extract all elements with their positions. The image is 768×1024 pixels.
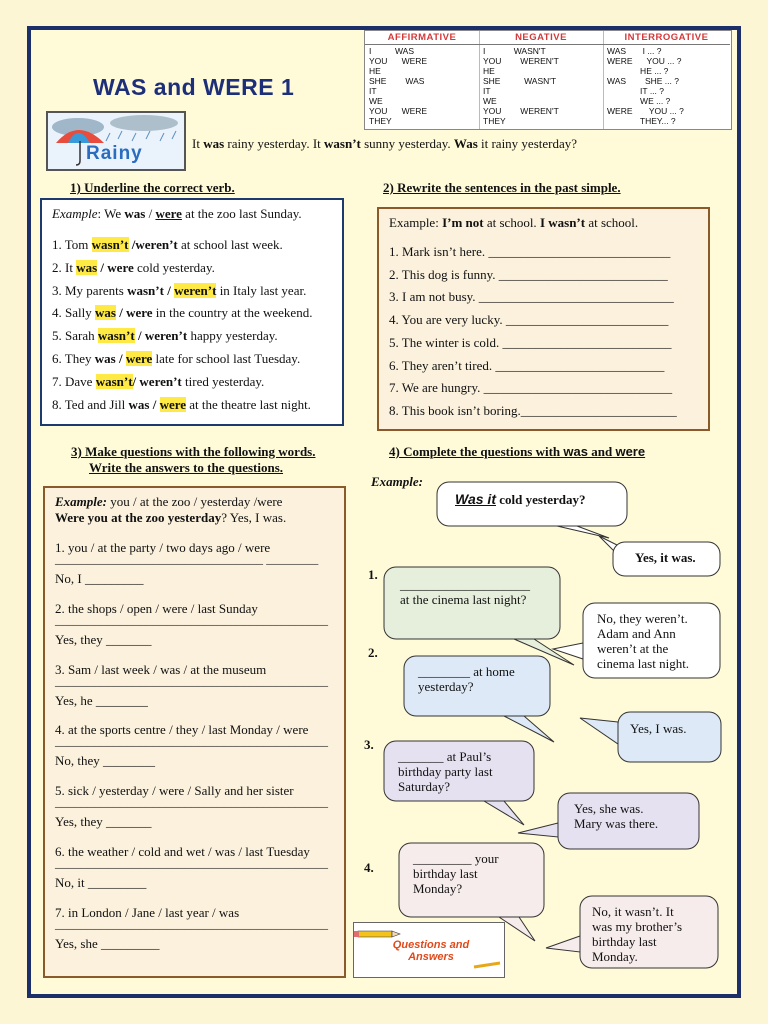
answer-line[interactable]: __________________________________________	[55, 672, 328, 688]
rewrite-item[interactable]: 1. Mark isn’t here. ____________________________	[389, 244, 671, 259]
table-row-text: THEY	[483, 116, 506, 126]
bubble-text	[630, 721, 715, 736]
negative-header: NEGATIVE	[479, 31, 603, 45]
exercise-item	[52, 397, 311, 413]
rewrite-item[interactable]: 5. The winter is cold. __________________________	[389, 334, 672, 350]
short-answer[interactable]: No, I _________	[55, 571, 144, 586]
short-answer[interactable]: Yes, they _______	[55, 631, 152, 647]
verb-option[interactable]: weren’t	[139, 373, 182, 389]
bubble-text[interactable]	[413, 851, 538, 896]
table-row-text: YOU WERE	[369, 56, 428, 66]
short-answer[interactable]: No, they ________	[55, 753, 156, 769]
item-text: in Italy last year.	[216, 282, 307, 298]
verb-option[interactable]: weren’t	[144, 328, 188, 344]
separator: /	[97, 259, 108, 275]
bubble-line: _________ your	[413, 851, 499, 866]
table-row-text: WE	[369, 96, 383, 106]
question-words: 6. the weather / cold and wet / was / last Tuesday	[55, 844, 310, 859]
question-number: 2.	[368, 645, 378, 660]
item-text: at school last week.	[177, 237, 283, 252]
exercise-item	[52, 351, 300, 367]
table-row-text: WERE YOU ... ?	[607, 106, 684, 116]
answer-line[interactable]: __________________________________________	[55, 855, 328, 870]
separator: /	[163, 282, 175, 298]
bubble-line: Mary was there.	[574, 816, 659, 831]
intro-sentence	[192, 136, 577, 152]
item-text: 8. Ted and Jill	[52, 396, 129, 412]
verb-option[interactable]: weren’t	[135, 237, 178, 252]
item-text: at the theatre last night.	[186, 396, 311, 412]
bubble-line: Saturday?	[398, 779, 450, 794]
table-row-text: YOU WEREN'T	[483, 56, 559, 66]
intro-bold: was	[203, 136, 225, 151]
item-text: 6. They	[52, 351, 95, 366]
header-was: was	[563, 444, 588, 459]
table-row-text: HE ... ?	[607, 66, 669, 76]
bubble-line: _______ at Paul’s	[398, 749, 492, 764]
bubble-text	[592, 904, 712, 964]
question-bubble-2	[404, 656, 550, 716]
bubble-text	[635, 550, 714, 565]
qa-line: Answers	[408, 951, 454, 963]
item-text: in the country at the weekend.	[152, 305, 313, 321]
table-row-text: WAS I ... ?	[607, 46, 662, 56]
item-text: 4. Sally	[52, 305, 95, 321]
questions-answers-badge	[353, 922, 505, 978]
example-answer-bubble	[613, 542, 720, 576]
bubble-text[interactable]	[400, 577, 554, 607]
section2-header: 2) Rewrite the sentences in the past simple.	[383, 180, 621, 195]
bubble-line: No, they weren’t.	[597, 611, 688, 626]
bubble-line: weren’t at the	[597, 641, 669, 656]
answer-bubble-2	[618, 712, 721, 762]
table-row-text: SHE WASN'T	[483, 76, 557, 86]
table-row-text: HE	[369, 66, 381, 76]
short-answer[interactable]: Yes, they _______	[55, 814, 152, 830]
bubble-line: Monday.	[592, 949, 638, 964]
question-bubble-3	[384, 741, 534, 801]
example-text: : We	[97, 206, 125, 221]
table-row-text: WE ... ?	[607, 96, 671, 106]
verb-option[interactable]: wasn’t	[127, 282, 164, 298]
header-were: were	[615, 444, 646, 459]
item-text: 7. Dave	[52, 373, 96, 389]
example-question-rest: cold yesterday?	[495, 492, 586, 507]
item-text: tired yesterday.	[181, 373, 265, 389]
exercise-item	[52, 237, 283, 253]
separator: /	[115, 351, 126, 366]
table-row-text: THEY... ?	[607, 116, 676, 126]
example-question-bold: Was it	[455, 491, 496, 507]
exercise-item	[52, 283, 306, 299]
item-text: 2. It	[52, 259, 77, 275]
bubble-line: Monday?	[413, 881, 463, 896]
bubble-line: yesterday?	[418, 679, 474, 694]
example-label: Example	[52, 206, 98, 221]
bubble-text	[574, 801, 693, 831]
section3-example-answer	[55, 510, 286, 526]
answer-bubble-3	[558, 793, 699, 849]
exercise-item	[52, 260, 215, 276]
question-words: 1. you / at the party / two days ago / were	[55, 540, 271, 555]
example-question: Were you at the zoo yesterday	[55, 510, 222, 525]
example-answer: ? Yes, I was.	[221, 510, 287, 525]
verb-option[interactable]: was	[128, 396, 150, 412]
table-row-text: IT	[369, 86, 377, 96]
rewrite-item[interactable]: 7. We are hungry. _____________________________	[389, 380, 673, 396]
rainy-image	[46, 111, 186, 171]
example-label: Example:	[55, 494, 107, 509]
affirmative-header: AFFIRMATIVE	[365, 31, 479, 45]
rewrite-item[interactable]: 4. You are very lucky. _________________________	[389, 312, 669, 328]
bubble-line: Yes, I was.	[630, 721, 687, 736]
section3-example	[55, 494, 282, 510]
separator: /	[149, 396, 160, 412]
bubble-text	[455, 492, 621, 507]
grammar-table	[364, 30, 732, 130]
question-words: 3. Sam / last week / was / at the museum	[55, 661, 267, 677]
verb-option[interactable]: weren’t	[174, 282, 217, 298]
answer-line[interactable]: __________________________________________	[55, 915, 328, 931]
example-bold: I’m not	[442, 215, 484, 230]
intro-text: it rainy yesterday?	[477, 136, 578, 151]
item-text: happy yesterday.	[187, 328, 278, 344]
verb-option[interactable]: was	[76, 259, 98, 275]
rainy-label: Rainy	[86, 143, 143, 164]
question-words: 5. sick / yesterday / were / Sally and her sister	[55, 783, 294, 799]
bubble-line: birthday party last	[398, 764, 493, 779]
separator: /	[115, 305, 127, 321]
separator: /	[128, 237, 136, 252]
exercise-item	[52, 374, 264, 390]
answer-line[interactable]: __________________________________________	[55, 733, 328, 749]
rewrite-item[interactable]: 8. This book isn’t boring.________________________	[389, 402, 677, 418]
answer-line[interactable]: __________________________________________	[55, 611, 328, 627]
example-bold: I wasn’t	[539, 215, 586, 230]
question-words: 4. at the sports centre / they / last Monday / were	[55, 722, 309, 738]
example-text: at school.	[483, 215, 540, 230]
rewrite-item[interactable]: 3. I am not busy. ______________________________	[389, 289, 674, 305]
verb-option: was	[124, 206, 146, 221]
verb-option[interactable]: were	[125, 351, 153, 366]
section1-header: 1) Underline the correct verb.	[70, 180, 235, 195]
table-row-text: I WASN'T	[483, 46, 546, 56]
table-row-text: I WAS	[369, 46, 415, 56]
page-title: WAS and WERE 1	[93, 74, 295, 100]
separator: /	[145, 206, 156, 221]
short-answer[interactable]: No, it _________	[55, 875, 147, 890]
question-number: 3.	[364, 737, 374, 752]
short-answer[interactable]: Yes, she _________	[55, 935, 160, 951]
table-row-text: SHE WAS	[369, 76, 425, 86]
verb-option[interactable]: was	[94, 351, 116, 366]
separator: /	[134, 328, 145, 344]
intro-bold: wasn’t	[324, 136, 361, 151]
intro-text: It	[192, 136, 204, 151]
verb-option[interactable]: were	[126, 305, 153, 321]
separator: /	[132, 373, 140, 389]
rewrite-item[interactable]: 2. This dog is funny. __________________________	[389, 266, 668, 282]
bubble-line: Yes, she was.	[574, 801, 644, 816]
table-row-text: THEY	[369, 116, 392, 126]
bubble-text[interactable]	[398, 749, 528, 794]
example-text: at school.	[585, 215, 639, 230]
question-bubble-1	[384, 567, 560, 639]
intro-text: rainy yesterday. It	[224, 136, 325, 151]
bubble-line: ____________________	[400, 577, 530, 592]
question-words: 2. the shops / open / were / last Sunday	[55, 600, 258, 616]
item-text: late for school last Tuesday.	[152, 351, 301, 366]
exercise-item	[52, 328, 278, 344]
verb-option[interactable]: were	[159, 396, 187, 412]
item-text: cold yesterday.	[133, 259, 215, 275]
intro-bold: Was	[453, 136, 478, 151]
verb-option[interactable]: wasn’t	[97, 328, 135, 344]
question-number: 1.	[368, 567, 378, 582]
example-text: Example:	[389, 215, 443, 230]
bubble-line: ________ at home	[418, 664, 515, 679]
verb-option-underlined: were	[155, 206, 182, 221]
table-row-text: YOU WEREN'T	[483, 106, 559, 116]
section4-example-label: Example:	[371, 474, 423, 489]
answer-line[interactable]: __________________________________________	[55, 794, 328, 810]
item-text: 3. My parents	[52, 282, 128, 298]
bubble-line: birthday last	[592, 934, 657, 949]
interrogative-header: INTERROGATIVE	[603, 31, 730, 45]
short-answer[interactable]: Yes, he ________	[55, 692, 148, 708]
question-number: 4.	[364, 860, 374, 875]
bubble-line: cinema last night.	[597, 656, 690, 671]
bubble-line: was my brother’s	[592, 919, 683, 934]
verb-option[interactable]: wasn’t	[91, 237, 129, 252]
speech-bubble-body	[618, 712, 721, 762]
table-row-text: WAS SHE ... ?	[607, 76, 679, 86]
item-text: 5. Sarah	[52, 328, 98, 344]
section2-example	[389, 215, 638, 231]
question-bubble-4	[399, 843, 544, 917]
qa-badge-text	[366, 939, 496, 963]
bubble-line: birthday last	[413, 866, 478, 881]
answer-bubble-4	[580, 896, 718, 968]
bubble-text	[597, 611, 714, 671]
answer-line[interactable]: ________________________________ ________	[55, 551, 319, 566]
bubble-line: No, it wasn’t. It	[592, 904, 674, 919]
table-row-text: WE	[483, 96, 497, 106]
table-row-text: HE	[483, 66, 495, 76]
header-text: and	[588, 444, 616, 459]
example-question-bubble	[437, 482, 627, 526]
verb-option[interactable]: wasn’t	[95, 373, 133, 389]
question-words: 7. in London / Jane / last year / was	[55, 904, 240, 920]
section3-box	[43, 486, 346, 978]
table-row-text: IT ... ?	[607, 86, 664, 96]
speech-bubble-shape	[618, 712, 721, 762]
example-answer-text: Yes, it was.	[635, 550, 696, 565]
bubble-line: Adam and Ann	[597, 626, 676, 641]
exercise-item	[52, 305, 312, 321]
section4-header	[389, 444, 645, 460]
example-text: at the zoo last Sunday.	[181, 206, 302, 221]
section2-box	[377, 207, 710, 431]
verb-option[interactable]: was	[94, 305, 116, 321]
intro-text: sunny yesterday.	[360, 136, 454, 151]
table-row-text: WERE YOU ... ?	[607, 56, 682, 66]
verb-option[interactable]: were	[107, 259, 134, 275]
section1-example	[52, 206, 302, 222]
section3-subheader: Write the answers to the questions.	[89, 460, 284, 475]
rewrite-item[interactable]: 6. They aren’t tired. __________________________	[389, 357, 665, 373]
qa-line: Questions and	[392, 939, 470, 951]
bubble-text[interactable]	[418, 664, 544, 694]
bubble-line: at the cinema last night?	[400, 592, 527, 607]
section1-box	[40, 198, 344, 426]
table-row-text: IT	[483, 86, 491, 96]
example-words: you / at the zoo / yesterday /were	[107, 494, 283, 509]
section3-header: 3) Make questions with the following words.	[71, 444, 316, 459]
table-row-text: YOU WERE	[369, 106, 428, 116]
item-text: 1. Tom	[52, 237, 92, 252]
answer-bubble-1	[583, 603, 720, 678]
header-text: 4) Complete the questions with	[389, 444, 564, 459]
